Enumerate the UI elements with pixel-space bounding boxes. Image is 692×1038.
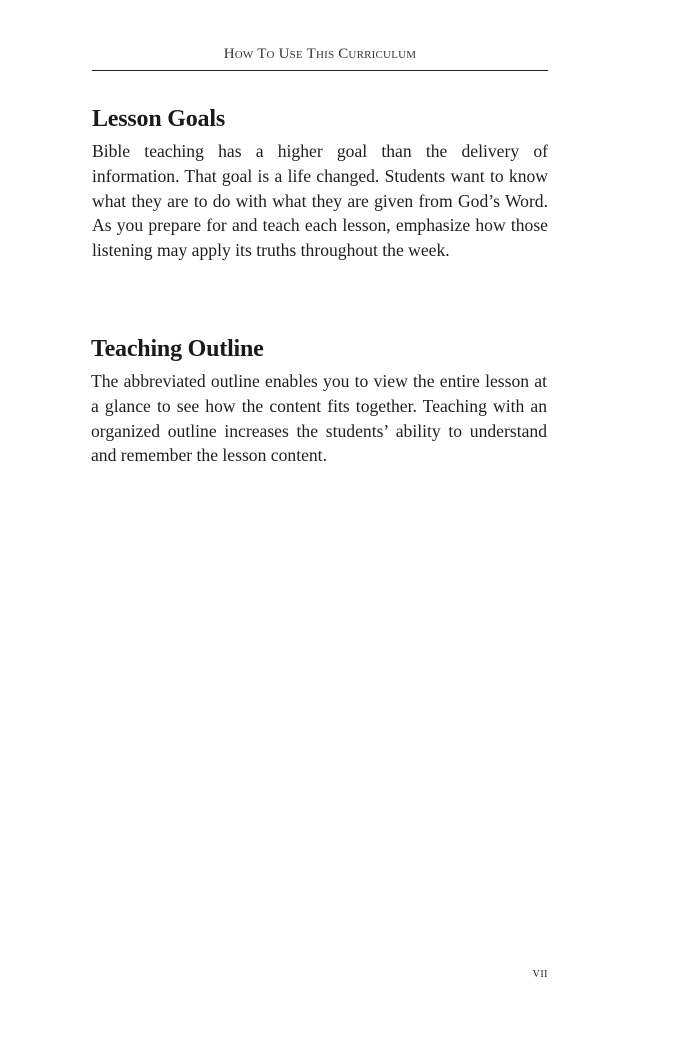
section-heading: Lesson Goals: [92, 106, 225, 132]
section-body: The abbreviated outline enables you to view the entire lesson at a glance to see how the content fits together. Teaching with an organized outline increases the students’ ability to understand and remember the lesson content.: [91, 371, 547, 466]
section-lesson-goals: [92, 106, 548, 263]
section-teaching-outline: [91, 336, 547, 468]
running-head: How To Use This Curriculum: [223, 46, 417, 62]
header-rule: [92, 70, 548, 71]
section-body: Bible teaching has a higher goal than the delivery of information. That goal is a life changed. Students want to know what they are to do with what they are given from God’s Word. As you prepare for and teach each lesson, emphasize how those listening may apply its truths throughout the week.: [92, 141, 548, 261]
section-heading: Teaching Outline: [91, 336, 264, 362]
page-number: vii: [532, 966, 548, 981]
